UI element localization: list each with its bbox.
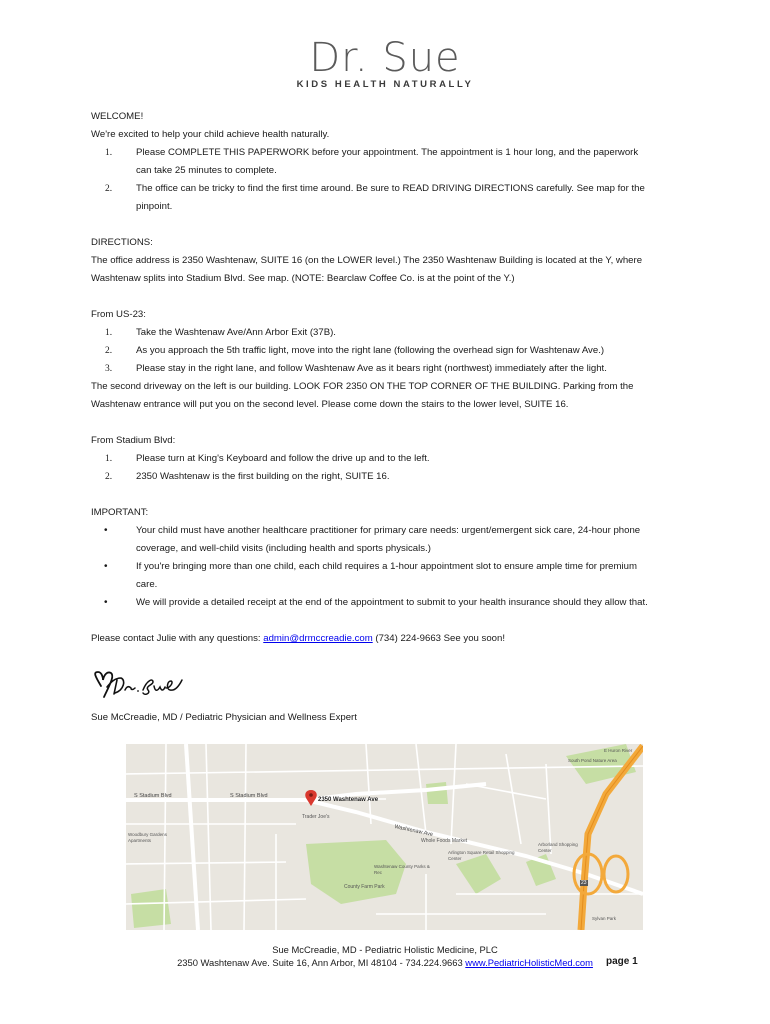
map-label-huron: E Huron River bbox=[604, 748, 633, 753]
map-label-us23: 23 bbox=[581, 880, 587, 886]
list-item bbox=[91, 522, 691, 558]
bullet-icon: • bbox=[104, 561, 108, 572]
map-label-stadium: S Stadium Blvd bbox=[134, 793, 172, 799]
list-text: Please stay in the right lane, and follow Washtenaw Ave as it bears right (northwest) immediately after the light. bbox=[136, 363, 607, 374]
list-number: 2. bbox=[105, 346, 113, 356]
signature-name-line: Sue McCreadie, MD / Pediatric Physician and Wellness Expert bbox=[91, 712, 357, 723]
letter-body bbox=[91, 108, 691, 648]
map-label-county-farm: County Farm Park bbox=[344, 884, 385, 890]
list-text-continued: pinpoint. bbox=[136, 201, 173, 212]
list-number: 3. bbox=[105, 364, 113, 374]
list-item bbox=[91, 324, 691, 342]
map-label-arborland: Arborland Shopping Center bbox=[538, 842, 578, 853]
from-us23-heading: From US-23: bbox=[91, 309, 146, 320]
us23-after-line-2: Washtenaw entrance will put you on the second level. Please come down the stairs to the lower level, SUITE 16. bbox=[91, 399, 569, 410]
location-map[interactable] bbox=[126, 744, 643, 930]
list-item bbox=[91, 558, 691, 594]
stadium-steps bbox=[91, 450, 691, 486]
contact-line bbox=[91, 630, 691, 648]
map-label-traders: Trader Joe's bbox=[302, 814, 330, 820]
list-text: 2350 Washtenaw is the first building on the right, SUITE 16. bbox=[136, 471, 390, 482]
dr-sue-logo bbox=[0, 36, 770, 90]
map-pin-label: 2350 Washtenaw Ave bbox=[318, 797, 379, 803]
list-item bbox=[91, 450, 691, 468]
signature-image bbox=[91, 666, 191, 707]
list-item bbox=[91, 360, 691, 378]
welcome-intro: We're excited to help your child achieve health naturally. bbox=[91, 129, 330, 140]
map-label-south-pond: South Pond Nature Area bbox=[568, 758, 617, 763]
list-item bbox=[91, 342, 691, 360]
welcome-heading: WELCOME! bbox=[91, 111, 144, 122]
list-text-continued: can take 25 minutes to complete. bbox=[136, 165, 277, 176]
directions-line-2: Washtenaw splits into Stadium Blvd. See map. (NOTE: Bearclaw Coffee Co. is at the point of the Y.) bbox=[91, 273, 515, 284]
bullet-icon: • bbox=[104, 597, 108, 608]
list-number: 1. bbox=[105, 328, 113, 338]
important-list bbox=[91, 522, 691, 612]
list-number: 1. bbox=[105, 454, 113, 464]
list-text: Your child must have another healthcare practitioner for primary care needs: urgent/emergent sick care, 24-hour phone bbox=[136, 525, 641, 536]
website-link[interactable]: www.PediatricHolisticMed.com bbox=[465, 957, 593, 968]
list-text: If you're bringing more than one child, each child requires a 1-hour appointment slot to ensure ample time for premium bbox=[136, 561, 637, 572]
important-heading: IMPORTANT: bbox=[91, 507, 149, 518]
us23-after-line-1: The second driveway on the left is our building. LOOK FOR 2350 ON THE TOP CORNER OF THE BUILDING. Parking from the bbox=[91, 381, 634, 392]
list-item bbox=[91, 144, 691, 180]
list-text-continued: coverage, and well-child visits (including health and sports physicals.) bbox=[136, 543, 431, 554]
map-label-wholefoods: Whole Foods Market bbox=[421, 838, 468, 844]
directions-heading: DIRECTIONS: bbox=[91, 237, 153, 248]
list-text: Take the Washtenaw Ave/Ann Arbor Exit (37B). bbox=[136, 327, 336, 338]
page-footer bbox=[0, 943, 770, 969]
page-number: page 1 bbox=[606, 956, 638, 967]
list-text: Please COMPLETE THIS PAPERWORK before your appointment. The appointment is 1 hour long, and the paperwork bbox=[136, 147, 639, 158]
list-number: 2. bbox=[105, 472, 113, 482]
list-item bbox=[91, 180, 691, 216]
list-item bbox=[91, 594, 691, 612]
list-item bbox=[91, 468, 691, 486]
us23-steps bbox=[91, 324, 691, 378]
logo-title: Dr. Sue bbox=[309, 35, 461, 81]
bullet-icon: • bbox=[104, 525, 108, 536]
logo-tagline: KIDS HEALTH NATURALLY bbox=[296, 79, 474, 90]
list-number: 1. bbox=[105, 148, 113, 158]
welcome-list bbox=[91, 144, 691, 216]
list-text: As you approach the 5th traffic light, move into the right lane (following the overhead sign for Washtenaw Ave.) bbox=[136, 345, 605, 356]
directions-line-1: The office address is 2350 Washtenaw, SUITE 16 (on the LOWER level.) The 2350 Washtenaw Building is located at the Y, where bbox=[91, 255, 643, 266]
from-stadium-heading: From Stadium Blvd: bbox=[91, 435, 176, 446]
map-label-woodbury: Woodbury Gardens Apartments bbox=[128, 832, 167, 843]
list-text: We will provide a detailed receipt at the end of the appointment to submit to your health insurance should they allow that. bbox=[136, 597, 648, 608]
contact-email-link[interactable]: admin@drmccreadie.com bbox=[263, 633, 373, 644]
contact-prefix: Please contact Julie with any questions: bbox=[91, 633, 264, 644]
map-label-stadium-2: S Stadium Blvd bbox=[230, 793, 268, 799]
footer-line-1: Sue McCreadie, MD - Pediatric Holistic Medicine, PLC bbox=[272, 944, 498, 955]
contact-suffix: (734) 224-9663 See you soon! bbox=[372, 633, 505, 644]
map-label-sylvan: Sylvan Park bbox=[592, 916, 617, 921]
map-label-county-parks: Washtenaw County Parks & Rec bbox=[374, 864, 430, 875]
list-text: The office can be tricky to find the first time around. Be sure to READ DRIVING DIRECTIONS carefully. See map for the bbox=[136, 183, 645, 194]
footer-address: 2350 Washtenaw Ave. Suite 16, Ann Arbor, MI 48104 - 734.224.9663 bbox=[177, 957, 466, 968]
list-number: 2. bbox=[105, 184, 113, 194]
list-text: Please turn at King's Keyboard and follow the drive up and to the left. bbox=[136, 453, 430, 464]
map-label-washtenaw: Washtenaw Ave bbox=[393, 823, 434, 839]
footer-line-2 bbox=[0, 956, 770, 969]
list-text-continued: care. bbox=[136, 579, 158, 590]
map-label-arlington: Arlington Square Retail Shopping Center bbox=[448, 850, 515, 861]
